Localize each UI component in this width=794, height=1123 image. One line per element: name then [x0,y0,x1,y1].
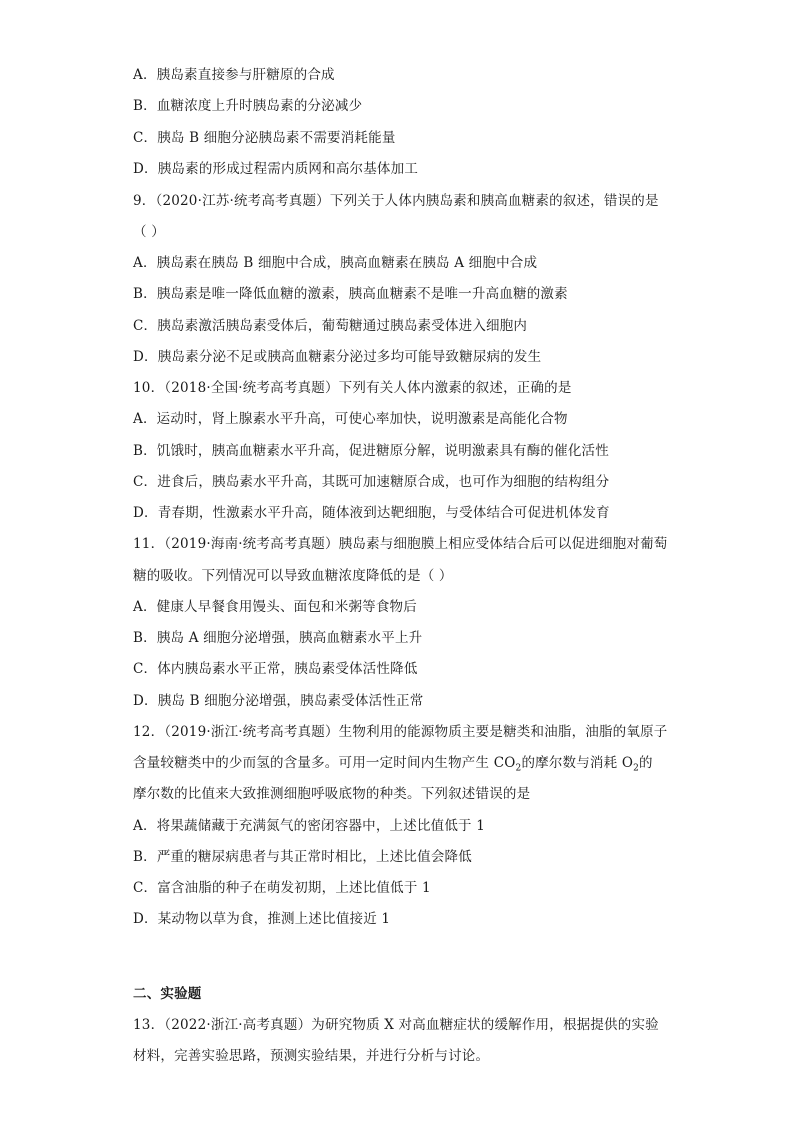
q9-option-a: A．胰岛素在胰岛 B 细胞中合成，胰高血糖素在胰岛 A 细胞中合成 [133,255,538,271]
q10-option-b: B．饥饿时，胰高血糖素水平升高，促进糖原分解，说明激素具有酶的催化活性 [133,443,609,459]
q8-option-c: C．胰岛 B 细胞分泌胰岛素不需要消耗能量 [133,130,396,146]
q10-option-d: D．青春期，性激素水平升高，随体液到达靶细胞，与受体结合可促进机体发育 [133,505,610,521]
q12-stem-text-a: 含量较糖类中的少而氢的含量多。可用一定时间内生物产生 CO [133,755,516,771]
q9-option-d: D．胰岛素分泌不足或胰高血糖素分泌过多均可能导致糖尿病的发生 [133,349,542,365]
q12-option-c: C．富含油脂的种子在萌发初期，上述比值低于 1 [133,880,431,896]
q10-stem: 10．（2018·全国·统考高考真题）下列有关人体内激素的叙述，正确的是 [133,380,572,396]
q9-stem-bracket: （ ） [133,224,165,240]
q8-option-d: D．胰岛素的形成过程需内质网和高尔基体加工 [133,161,419,177]
q12-o2-subscript: 2 [633,763,640,774]
q12-option-d: D．某动物以草为食，推测上述比值接近 1 [133,911,391,927]
q11-option-b: B．胰岛 A 细胞分泌增强，胰高血糖素水平上升 [133,630,423,646]
q10-option-c: C．进食后，胰岛素水平升高，其既可加速糖原合成，也可作为细胞的结构组分 [133,474,610,490]
q12-stem-cont2: 摩尔数的比值来大致推测细胞呼吸底物的种类。下列叙述错误的是 [133,786,531,802]
q8-option-a: A．胰岛素直接参与肝糖原的合成 [133,67,335,83]
q11-stem-cont: 糖的吸收。下列情况可以导致血糖浓度降低的是（ ） [133,568,453,584]
q9-stem: 9．（2020·江苏·统考高考真题）下列关于人体内胰岛素和胰高血糖素的叙述，错误的是 [133,193,659,209]
q9-option-c: C．胰岛素激活胰岛素受体后，葡萄糖通过胰岛素受体进入细胞内 [133,318,528,334]
q10-option-a: A．运动时，肾上腺素水平升高，可使心率加快，说明激素是高能化合物 [133,411,568,427]
section-heading-experiment: 二、实验题 [133,986,202,1002]
q12-stem-cont [133,754,693,778]
q11-stem: 11．（2019·海南·统考高考真题）胰岛素与细胞膜上相应受体结合后可以促进细胞对葡萄 [133,536,668,552]
q8-option-b: B．血糖浓度上升时胰岛素的分泌减少 [133,98,363,114]
q12-option-a: A．将果蔬储藏于充满氮气的密闭容器中，上述比值低于 1 [133,818,486,834]
q12-stem-text-c: 的 [639,755,653,771]
q11-option-a: A．健康人早餐食用馒头、面包和米粥等食物后 [133,599,417,615]
q13-stem-cont: 材料，完善实验思路，预测实验结果，并进行分析与讨论。 [133,1048,490,1064]
q11-option-c: C．体内胰岛素水平正常，胰岛素受体活性降低 [133,661,418,677]
q12-co2-subscript: 2 [515,763,522,774]
q9-option-b: B．胰岛素是唯一降低血糖的激素，胰高血糖素不是唯一升高血糖的激素 [133,286,568,302]
q11-option-d: D．胰岛 B 细胞分泌增强，胰岛素受体活性正常 [133,693,424,709]
q12-stem-text-b: 的摩尔数与消耗 O [521,755,634,771]
q12-stem: 12．（2019·浙江·统考高考真题）生物利用的能源物质主要是糖类和油脂，油脂的氧原子 [133,724,668,740]
q13-stem: 13．（2022·浙江·高考真题）为研究物质 X 对高血糖症状的缓解作用，根据提供的实验 [133,1017,659,1033]
q12-option-b: B．严重的糖尿病患者与其正常时相比，上述比值会降低 [133,849,472,865]
